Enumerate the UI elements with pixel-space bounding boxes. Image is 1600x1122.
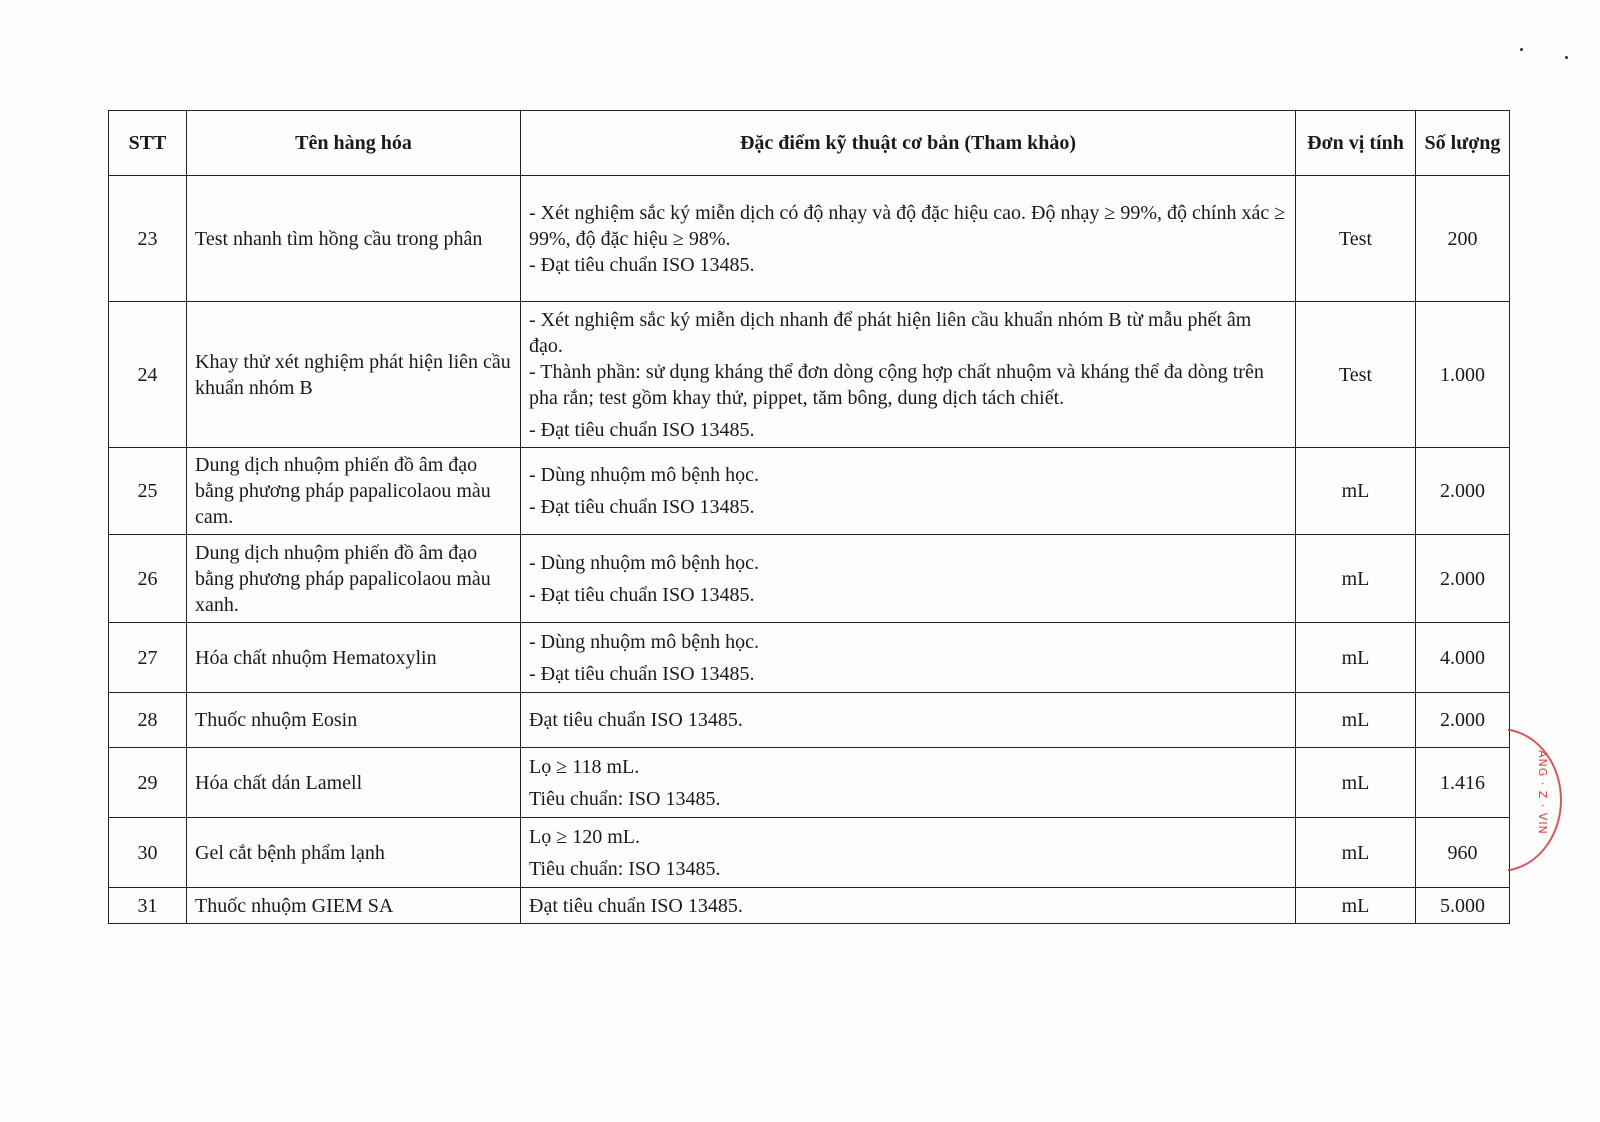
row-unit: mL: [1296, 888, 1416, 924]
row-unit: mL: [1296, 448, 1416, 535]
header-quantity: Số lượng: [1416, 111, 1510, 176]
row-unit: mL: [1296, 748, 1416, 818]
row-stt: 27: [109, 623, 187, 693]
spec-line: - Dùng nhuộm mô bệnh học.: [529, 630, 759, 653]
scan-speck: [1520, 48, 1523, 51]
row-spec: [521, 693, 1296, 748]
spec-line: - Thành phần: sử dụng kháng thể đơn dòng cộng hợp chất nhuộm và kháng thể đa dòng trên pha rắn; test gồm khay thử, pippet, tăm bông, dung dịch tách chiết.: [529, 360, 1264, 409]
row-stt: 31: [109, 888, 187, 924]
row-item-name: Dung dịch nhuộm phiến đồ âm đạo bằng phương pháp papalicolaou màu cam.: [187, 448, 521, 535]
header-item-name: Tên hàng hóa: [187, 111, 521, 176]
header-stt: STT: [109, 111, 187, 176]
row-item-name: Hóa chất nhuộm Hematoxylin: [187, 623, 521, 693]
row-quantity: 960: [1416, 818, 1510, 888]
table-row: [109, 176, 1510, 302]
row-unit: mL: [1296, 693, 1416, 748]
specification-table: [108, 110, 1510, 924]
spec-line: - Đạt tiêu chuẩn ISO 13485.: [529, 583, 755, 606]
table-row: [109, 818, 1510, 888]
row-stt: 23: [109, 176, 187, 302]
spec-line: - Xét nghiệm sắc ký miễn dịch có độ nhạy và độ đặc hiệu cao. Độ nhạy ≥ 99%, độ chính xác ≥ 99%, độ đặc hiệu ≥ 98%.: [529, 201, 1286, 250]
row-spec: [521, 623, 1296, 693]
table-header-row: [109, 111, 1510, 176]
header-unit: Đơn vị tính: [1296, 111, 1416, 176]
row-spec: [521, 302, 1296, 448]
row-spec: [521, 535, 1296, 623]
row-unit: Test: [1296, 176, 1416, 302]
row-unit: mL: [1296, 623, 1416, 693]
spec-line: - Dùng nhuộm mô bệnh học.: [529, 464, 759, 486]
table-row: [109, 302, 1510, 448]
row-quantity: 1.416: [1416, 748, 1510, 818]
spec-line: Tiêu chuẩn: ISO 13485.: [529, 787, 721, 810]
row-quantity: 1.000: [1416, 302, 1510, 448]
row-spec: [521, 888, 1296, 924]
spec-line: - Đạt tiêu chuẩn ISO 13485.: [529, 662, 755, 685]
row-item-name: Gel cắt bệnh phẩm lạnh: [187, 818, 521, 888]
row-item-name: Dung dịch nhuộm phiến đồ âm đạo bằng phương pháp papalicolaou màu xanh.: [187, 535, 521, 623]
spec-line: - Đạt tiêu chuẩn ISO 13485.: [529, 253, 755, 276]
row-quantity: 4.000: [1416, 623, 1510, 693]
spec-line: Đạt tiêu chuẩn ISO 13485.: [529, 894, 743, 917]
row-unit: mL: [1296, 535, 1416, 623]
row-stt: 28: [109, 693, 187, 748]
row-item-name: Test nhanh tìm hồng cầu trong phân: [187, 176, 521, 302]
spec-line: - Xét nghiệm sắc ký miễn dịch nhanh để phát hiện liên cầu khuẩn nhóm B từ mẫu phết âm đạo.: [529, 308, 1252, 357]
row-unit: mL: [1296, 818, 1416, 888]
row-stt: 26: [109, 535, 187, 623]
spec-line: Lọ ≥ 120 mL.: [529, 825, 640, 848]
row-stt: 24: [109, 302, 187, 448]
row-spec: [521, 176, 1296, 302]
red-seal-stamp: [1508, 728, 1568, 878]
table-row: [109, 535, 1510, 623]
row-spec: [521, 448, 1296, 535]
row-spec: [521, 748, 1296, 818]
row-item-name: Hóa chất dán Lamell: [187, 748, 521, 818]
header-technical-spec: Đặc điểm kỹ thuật cơ bản (Tham khảo): [521, 111, 1296, 176]
table-row: [109, 748, 1510, 818]
spec-line: Tiêu chuẩn: ISO 13485.: [529, 857, 721, 880]
table-row: [109, 888, 1510, 924]
row-quantity: 2.000: [1416, 693, 1510, 748]
row-item-name: Thuốc nhuộm GIEM SA: [187, 888, 521, 924]
row-item-name: Khay thử xét nghiệm phát hiện liên cầu khuẩn nhóm B: [187, 302, 521, 448]
stamp-lettering: ANG · Z · VIN: [1536, 750, 1549, 835]
row-quantity: 200: [1416, 176, 1510, 302]
stamp-ring: [1508, 728, 1562, 872]
row-stt: 30: [109, 818, 187, 888]
spec-line: Đạt tiêu chuẩn ISO 13485.: [529, 709, 743, 731]
spec-line: - Đạt tiêu chuẩn ISO 13485.: [529, 496, 755, 518]
scan-speck: [1565, 56, 1568, 59]
row-item-name: Thuốc nhuộm Eosin: [187, 693, 521, 748]
spec-line: - Dùng nhuộm mô bệnh học.: [529, 551, 759, 574]
row-stt: 29: [109, 748, 187, 818]
row-quantity: 5.000: [1416, 888, 1510, 924]
row-spec: [521, 818, 1296, 888]
spec-line: Lọ ≥ 118 mL.: [529, 755, 640, 778]
row-quantity: 2.000: [1416, 448, 1510, 535]
table-row: [109, 448, 1510, 535]
spec-line: - Đạt tiêu chuẩn ISO 13485.: [529, 418, 755, 441]
row-stt: 25: [109, 448, 187, 535]
table-row: [109, 623, 1510, 693]
row-quantity: 2.000: [1416, 535, 1510, 623]
row-unit: Test: [1296, 302, 1416, 448]
table-row: [109, 693, 1510, 748]
